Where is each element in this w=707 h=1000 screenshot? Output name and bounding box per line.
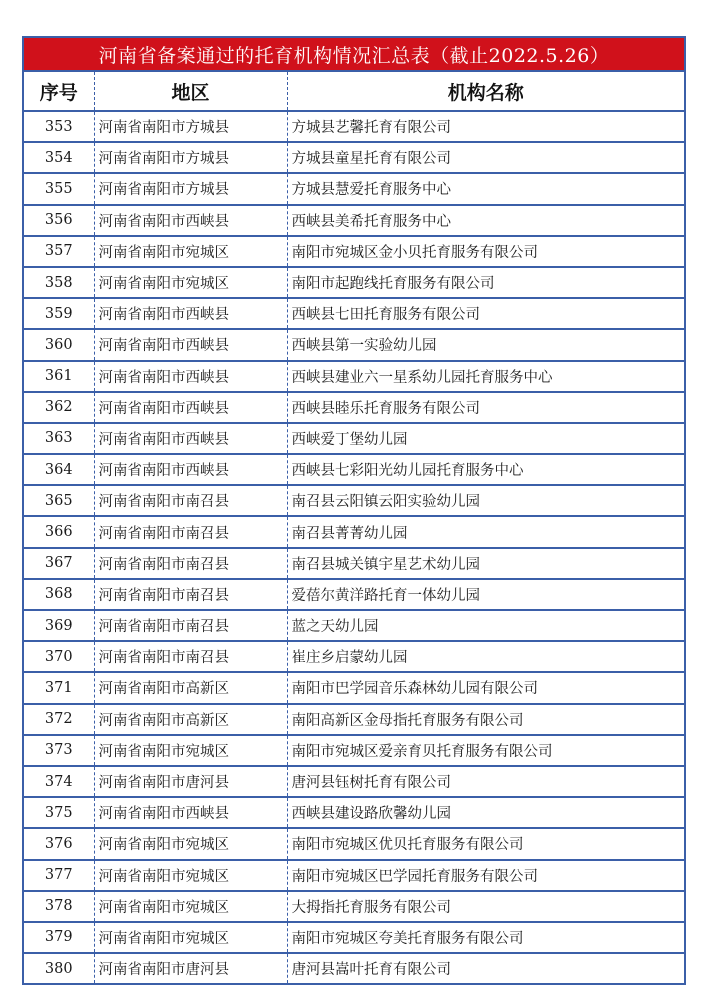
column-header-index: 序号 (24, 72, 94, 111)
row-org-name-cell: 南阳市宛城区爱亲育贝托育服务有限公司 (287, 735, 684, 766)
row-org-name-cell: 西峡县睦乐托育服务有限公司 (287, 392, 684, 423)
row-region-cell: 河南省南阳市宛城区 (94, 236, 287, 267)
table-row (24, 953, 684, 983)
row-org-name-cell: 南阳市宛城区巴学园托育服务有限公司 (287, 860, 684, 891)
row-region-cell: 河南省南阳市西峡县 (94, 361, 287, 392)
row-index-cell: 370 (24, 641, 94, 672)
row-region-cell: 河南省南阳市高新区 (94, 704, 287, 735)
row-org-name-cell: 方城县慧爱托育服务中心 (287, 173, 684, 204)
table-row (24, 704, 684, 735)
row-region-cell: 河南省南阳市西峡县 (94, 298, 287, 329)
table-row (24, 672, 684, 703)
row-region-cell: 河南省南阳市西峡县 (94, 329, 287, 360)
row-region-cell: 河南省南阳市宛城区 (94, 860, 287, 891)
row-index-cell: 369 (24, 610, 94, 641)
table-row (24, 361, 684, 392)
row-region-cell: 河南省南阳市宛城区 (94, 828, 287, 859)
table-row (24, 173, 684, 204)
row-org-name-cell: 南阳市巴学园音乐森林幼儿园有限公司 (287, 672, 684, 703)
row-index-cell: 372 (24, 704, 94, 735)
row-index-cell: 362 (24, 392, 94, 423)
table-body (24, 111, 684, 983)
row-org-name-cell: 西峡县美希托育服务中心 (287, 205, 684, 236)
table-row (24, 891, 684, 922)
row-org-name-cell: 西峡县七彩阳光幼儿园托育服务中心 (287, 454, 684, 485)
row-region-cell: 河南省南阳市宛城区 (94, 267, 287, 298)
row-org-name-cell: 南阳市起跑线托育服务有限公司 (287, 267, 684, 298)
row-index-cell: 366 (24, 516, 94, 547)
row-index-cell: 361 (24, 361, 94, 392)
row-region-cell: 河南省南阳市宛城区 (94, 891, 287, 922)
row-region-cell: 河南省南阳市南召县 (94, 485, 287, 516)
row-region-cell: 河南省南阳市西峡县 (94, 392, 287, 423)
row-org-name-cell: 方城县艺馨托育有限公司 (287, 111, 684, 142)
row-index-cell: 355 (24, 173, 94, 204)
table-title: 河南省备案通过的托育机构情况汇总表（截止2022.5.26） (24, 38, 684, 72)
table-row (24, 423, 684, 454)
table-row (24, 392, 684, 423)
row-index-cell: 368 (24, 579, 94, 610)
table-row (24, 922, 684, 953)
table-row (24, 579, 684, 610)
row-org-name-cell: 西峡县第一实验幼儿园 (287, 329, 684, 360)
row-index-cell: 360 (24, 329, 94, 360)
column-header-org: 机构名称 (287, 72, 684, 111)
table-row (24, 329, 684, 360)
row-region-cell: 河南省南阳市西峡县 (94, 205, 287, 236)
column-header-region: 地区 (94, 72, 287, 111)
row-index-cell: 367 (24, 548, 94, 579)
row-index-cell: 379 (24, 922, 94, 953)
row-org-name-cell: 大拇指托育服务有限公司 (287, 891, 684, 922)
childcare-institutions-table (24, 72, 684, 983)
row-index-cell: 364 (24, 454, 94, 485)
table-row (24, 267, 684, 298)
table-row (24, 828, 684, 859)
row-index-cell: 380 (44, 960, 73, 977)
row-region-cell: 河南省南阳市西峡县 (94, 797, 287, 828)
row-index-cell: 374 (24, 766, 94, 797)
row-region-cell: 河南省南阳市高新区 (94, 672, 287, 703)
row-region-cell: 河南省南阳市方城县 (94, 173, 287, 204)
table-row (24, 797, 684, 828)
row-org-name-cell: 唐河县钰树托育有限公司 (287, 766, 684, 797)
table-row (24, 548, 684, 579)
table-row (24, 766, 684, 797)
row-org-name-cell: 西峡爱丁堡幼儿园 (287, 423, 684, 454)
row-index-cell: 356 (24, 205, 94, 236)
table-header-row (24, 72, 684, 111)
row-org-name-cell: 方城县童星托育有限公司 (287, 142, 684, 173)
row-org-name-cell: 西峡县七田托育服务有限公司 (287, 298, 684, 329)
table-row (24, 205, 684, 236)
row-org-name-cell: 南召县城关镇宇星艺术幼儿园 (287, 548, 684, 579)
row-index-cell: 357 (24, 236, 94, 267)
table-row (24, 641, 684, 672)
table-row (24, 485, 684, 516)
row-org-name-cell: 爱蓓尔黄洋路托育一体幼儿园 (287, 579, 684, 610)
row-region-cell: 河南省南阳市西峡县 (94, 423, 287, 454)
table-row (24, 298, 684, 329)
row-index-cell: 371 (24, 672, 94, 703)
table-row (24, 735, 684, 766)
table-row (24, 516, 684, 547)
row-org-name-cell: 南阳高新区金母指托育服务有限公司 (287, 704, 684, 735)
row-org-name-cell: 南召县菁菁幼儿园 (287, 516, 684, 547)
row-org-name-cell: 崔庄乡启蒙幼儿园 (287, 641, 684, 672)
table-row (24, 610, 684, 641)
row-index-cell: 358 (24, 267, 94, 298)
row-index-cell: 365 (24, 485, 94, 516)
summary-table-sheet (22, 36, 686, 985)
row-index-cell: 375 (24, 797, 94, 828)
row-region-cell: 河南省南阳市方城县 (94, 111, 287, 142)
row-org-name-cell: 南召县云阳镇云阳实验幼儿园 (287, 485, 684, 516)
table-row (24, 860, 684, 891)
row-org-name-cell: 南阳市宛城区金小贝托育服务有限公司 (287, 236, 684, 267)
row-region-cell: 河南省南阳市宛城区 (94, 922, 287, 953)
row-org-name-cell: 唐河县嵩叶托育有限公司 (287, 953, 684, 983)
table-row (24, 111, 684, 142)
row-org-name-cell: 南阳市宛城区夸美托育服务有限公司 (287, 922, 684, 953)
row-index-cell: 373 (24, 735, 94, 766)
row-org-name-cell: 西峡县建设路欣馨幼儿园 (287, 797, 684, 828)
row-index-cell: 363 (24, 423, 94, 454)
row-index-cell: 378 (24, 891, 94, 922)
row-region-cell: 河南省南阳市宛城区 (94, 735, 287, 766)
row-region-cell: 河南省南阳市方城县 (94, 142, 287, 173)
row-region-cell: 河南省南阳市南召县 (94, 610, 287, 641)
row-index-cell: 353 (24, 111, 94, 142)
row-region-cell: 河南省南阳市南召县 (94, 548, 287, 579)
row-region-cell: 河南省南阳市唐河县 (94, 766, 287, 797)
row-index-cell: 377 (24, 860, 94, 891)
row-index-cell: 376 (24, 828, 94, 859)
row-region-cell: 河南省南阳市西峡县 (94, 454, 287, 485)
row-org-name-cell: 西峡县建业六一星系幼儿园托育服务中心 (287, 361, 684, 392)
table-row (24, 454, 684, 485)
row-region-cell: 河南省南阳市南召县 (94, 641, 287, 672)
row-region-cell: 河南省南阳市南召县 (94, 579, 287, 610)
row-index-cell: 359 (24, 298, 94, 329)
row-index-cell: 354 (24, 142, 94, 173)
row-region-cell: 河南省南阳市南召县 (94, 516, 287, 547)
table-row (24, 142, 684, 173)
row-region-cell: 河南省南阳市唐河县 (94, 953, 287, 983)
table-row (24, 236, 684, 267)
row-org-name-cell: 蓝之天幼儿园 (287, 610, 684, 641)
row-org-name-cell: 南阳市宛城区优贝托育服务有限公司 (287, 828, 684, 859)
